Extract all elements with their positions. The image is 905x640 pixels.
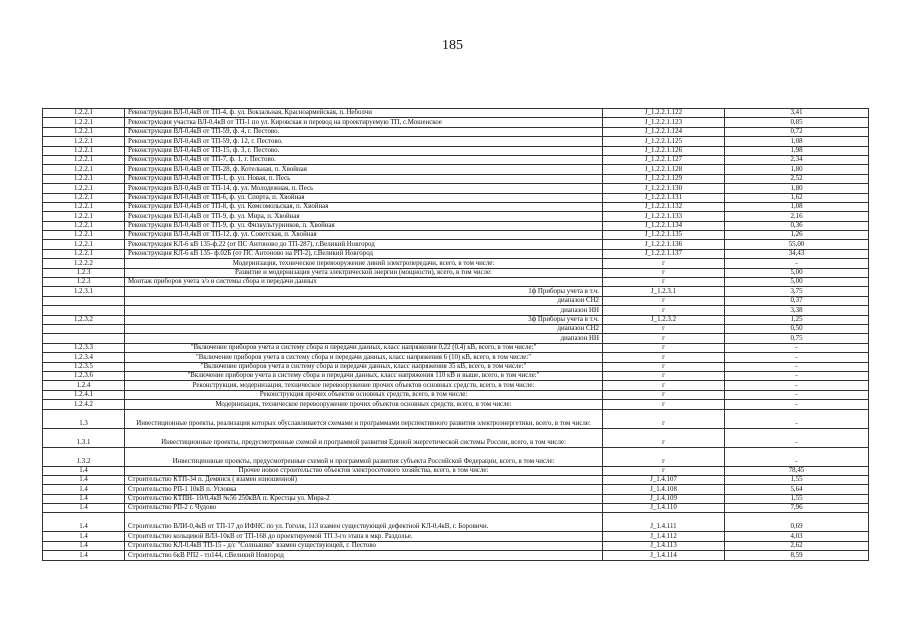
row-name: Реконструкция ВЛ-0,4кВ от ТП-7, ф. 1, г. Пестово. (125, 155, 603, 164)
row-identifier: г (603, 324, 725, 333)
table-row (43, 475, 869, 484)
table-row (43, 306, 869, 315)
table-row (43, 240, 869, 249)
table-row (43, 287, 869, 296)
row-name: диапазон СН2 (125, 296, 603, 305)
row-code (43, 306, 125, 315)
table-row (43, 504, 869, 513)
row-identifier: J_1.2.2.1.131 (603, 193, 725, 202)
row-value: 1,80 (725, 184, 869, 193)
table-row (43, 184, 869, 193)
row-code: 1.2.3 (43, 278, 125, 287)
table-row (43, 315, 869, 324)
row-code: 1.4 (43, 475, 125, 484)
row-code: 1.2.3 (43, 268, 125, 277)
row-identifier: J_1.4.109 (603, 494, 725, 503)
row-value: 0,50 (725, 324, 869, 333)
row-name: Инвестиционные проекты, предусмотренные схемой и программой развития Единой энергетической системы России, всего, в том числе: (125, 428, 603, 447)
row-code: 1.2.2.1 (43, 146, 125, 155)
row-code: 1.2.2.1 (43, 127, 125, 136)
row-name: Реконструкция ВЛ-0,4кВ от ТП-9, ф. ул. Мира, п. Хвойная (125, 212, 603, 221)
row-code: 1.4 (43, 513, 125, 532)
investment-table (42, 108, 869, 561)
row-identifier: г (603, 296, 725, 305)
row-identifier: J_1.4.114 (603, 551, 725, 560)
row-identifier: J_1.2.2.1.132 (603, 202, 725, 211)
row-code: 1.4 (43, 494, 125, 503)
row-value: - (725, 343, 869, 352)
row-value: 55,00 (725, 240, 869, 249)
page-number: 185 (442, 38, 463, 53)
table-row (43, 466, 869, 475)
row-code: 1.2.3.4 (43, 353, 125, 362)
row-code: 1.3.1 (43, 428, 125, 447)
row-name: Строительство КЛ-0,4кВ ТП-15 - д/с "Солнышко" взамен существующей, г. Пестово (125, 541, 603, 550)
row-identifier: J_1.2.2.1.129 (603, 174, 725, 183)
table-row (43, 485, 869, 494)
row-name: Реконструкция КЛ-6 кВ 135-ф.22 (от ПС Антоново до ТП-287), г.Великий Новгород (125, 240, 603, 249)
row-name: Реконструкция ВЛ-0,4кВ от ТП-9, ф. ул. Физкультурников, п. Хвойная (125, 221, 603, 230)
row-code: 1.2.2.1 (43, 212, 125, 221)
row-code: 1.2.2.1 (43, 202, 125, 211)
row-identifier: г (603, 371, 725, 380)
row-identifier: г (603, 306, 725, 315)
row-value: 0,36 (725, 221, 869, 230)
row-code: 1.2.4.1 (43, 390, 125, 399)
row-name: Реконструкция ВЛ-0,4кВ от ТП-1, ф. ул. Новая, п. Песь (125, 174, 603, 183)
row-name: Инвестиционные проекты, предусмотренные схемой и программой развития субъекта Российской Федерации, всего, в том числе: (125, 447, 603, 466)
row-value: 3,38 (725, 306, 869, 315)
table-row (43, 428, 869, 447)
row-name: Реконструкция ВЛ-0,4кВ от ТП-4, ф. ул. Вокзальная, Красноармейская, п. Неболчи (125, 109, 603, 118)
row-value: 3,75 (725, 287, 869, 296)
row-identifier: J_1.2.2.1.136 (603, 240, 725, 249)
row-code: 1.2.2.1 (43, 118, 125, 127)
row-name: "Включение приборов учета в систему сбора и передачи данных, класс напряжения 35 кВ, всего, в том числе:" (125, 362, 603, 371)
row-name: "Включение приборов учета в систему сбора и передачи данных, класс напряжения 110 кВ и выше, всего, в том числе:" (125, 371, 603, 380)
row-name: Модернизация, техническое перевооружение прочих объектов основных средств, всего, в том числе: (125, 400, 603, 409)
row-code: 1.2.2.1 (43, 174, 125, 183)
row-name: Реконструкция ВЛ-0,4кВ от ТП-14, ф. ул. Молодежная, п. Песь (125, 184, 603, 193)
row-name: Реконструкция ВЛ-0,4кВ от ТП-59, ф. 12, г. Пестово. (125, 137, 603, 146)
table-row (43, 541, 869, 550)
row-name: Прочее новое строительство объектов электросетевого хозяйства, всего, в том числе: (125, 466, 603, 475)
row-value: - (725, 381, 869, 390)
row-value: 1,55 (725, 475, 869, 484)
table-row (43, 400, 869, 409)
table-row (43, 381, 869, 390)
table-row (43, 551, 869, 560)
row-value: 1,25 (725, 315, 869, 324)
row-identifier: г (603, 428, 725, 447)
row-code: 1.2.3.3 (43, 343, 125, 352)
row-identifier: J_1.4.107 (603, 475, 725, 484)
row-name: Реконструкция ВЛ-0,4кВ от ТП-28, ф. Котельная, п. Хвойная (125, 165, 603, 174)
table-row (43, 212, 869, 221)
row-identifier: J_1.4.113 (603, 541, 725, 550)
row-code: 1.2.2.1 (43, 231, 125, 240)
row-value: 34,43 (725, 249, 869, 258)
row-value: - (725, 362, 869, 371)
row-code: 1.2.2.1 (43, 184, 125, 193)
row-value: 7,96 (725, 504, 869, 513)
row-identifier: г (603, 334, 725, 343)
row-value: - (725, 353, 869, 362)
row-code: 1.2.2.1 (43, 240, 125, 249)
row-identifier: г (603, 409, 725, 428)
row-identifier: J_1.2.2.1.128 (603, 165, 725, 174)
row-value: 4,03 (725, 532, 869, 541)
table-row (43, 296, 869, 305)
table-row (43, 343, 869, 352)
table-row (43, 193, 869, 202)
table-row (43, 165, 869, 174)
row-identifier: J_1.2.3.1 (603, 287, 725, 296)
row-code (43, 334, 125, 343)
table-row (43, 259, 869, 268)
row-name: Реконструкция КЛ-6 кВ 135- ф.02Б (от ПС Антоново на РП-2), г.Великий Новгород (125, 249, 603, 258)
table-row (43, 137, 869, 146)
row-identifier: J_1.2.2.1.130 (603, 184, 725, 193)
row-identifier: г (603, 278, 725, 287)
row-name: Реконструкция ВЛ-0,4кВ от ТП-6, ф. ул. Спорта, п. Хвойная (125, 193, 603, 202)
row-identifier: J_1.2.2.1.133 (603, 212, 725, 221)
row-name: Монтаж приборов учета э/э и системы сбора и передачи данных (125, 278, 603, 287)
row-code: 1.2.3.2 (43, 315, 125, 324)
row-code: 1.2.4 (43, 381, 125, 390)
row-name: Инвестиционные проекты, реализация которых обуславливается схемами и программами перспективного развития электроэнергетики, всего, в том числе: (125, 409, 603, 428)
row-value: 2,16 (725, 212, 869, 221)
row-identifier: г (603, 381, 725, 390)
row-name: диапазон НН (125, 306, 603, 315)
row-identifier: J_1.2.2.1.126 (603, 146, 725, 155)
row-value: - (725, 400, 869, 409)
row-code: 1.2.3.6 (43, 371, 125, 380)
row-value: 5,64 (725, 485, 869, 494)
row-identifier: г (603, 466, 725, 475)
row-code: 1.2.2.2 (43, 259, 125, 268)
row-code: 1.2.3.5 (43, 362, 125, 371)
row-value: 3,41 (725, 109, 869, 118)
row-code: 1.4 (43, 504, 125, 513)
row-name: Строительство 6кВ РП2 - тп144, г.Великий Новгород (125, 551, 603, 560)
row-value: 5,00 (725, 278, 869, 287)
row-name: Развитие и модернизация учета электрической энергии (мощности), всего, в том числе: (125, 268, 603, 277)
row-identifier: J_1.4.110 (603, 504, 725, 513)
row-value: 0,69 (725, 513, 869, 532)
row-name: Реконструкция, модернизация, техническое перевооружение прочих объектов основных средств, всего, в том числе: (125, 381, 603, 390)
row-identifier: J_1.2.2.1.125 (603, 137, 725, 146)
table-row (43, 109, 869, 118)
row-identifier: г (603, 268, 725, 277)
row-identifier: г (603, 259, 725, 268)
row-value: - (725, 428, 869, 447)
row-code: 1.2.2.1 (43, 193, 125, 202)
row-code: 1.2.2.1 (43, 249, 125, 258)
row-value: - (725, 390, 869, 399)
row-code: 1.3 (43, 409, 125, 428)
row-code: 1.2.2.1 (43, 109, 125, 118)
row-name: Строительство кольцевой ВЛЗ-10кВ от ТП-168 до проектируемой ТП 3-го этапа в мкр. Раздолье. (125, 532, 603, 541)
row-identifier: г (603, 447, 725, 466)
row-name: диапазон СН2 (125, 324, 603, 333)
row-code (43, 296, 125, 305)
row-identifier: J_1.2.2.1.137 (603, 249, 725, 258)
table-row (43, 353, 869, 362)
row-name: Реконструкция ВЛ-0,4кВ от ТП-59, ф. 4, г. Пестово. (125, 127, 603, 136)
row-name: "Включение приборов учета в систему сбора и передачи данных, класс напряжения 6 (10) кВ, всего, в том числе:" (125, 353, 603, 362)
table-row (43, 221, 869, 230)
table-row (43, 532, 869, 541)
row-name: Реконструкция прочих объектов основных средств, всего, в том числе: (125, 390, 603, 399)
row-name: 1ф Приборы учета в т.ч. (125, 287, 603, 296)
row-value: - (725, 371, 869, 380)
row-value: 1,55 (725, 494, 869, 503)
table-row (43, 324, 869, 333)
row-name: диапазон НН (125, 334, 603, 343)
row-identifier: J_1.4.108 (603, 485, 725, 494)
table-row (43, 268, 869, 277)
row-name: Реконструкция участка ВЛ-0,4кВ от ТП-1 по ул. Кировская и перевод на проектируемую ТП, с.Мошенское (125, 118, 603, 127)
table-row (43, 494, 869, 503)
row-code: 1.2.2.1 (43, 155, 125, 164)
table-row (43, 249, 869, 258)
table-row (43, 447, 869, 466)
row-identifier: J_1.2.2.1.135 (603, 231, 725, 240)
row-value: 2,34 (725, 155, 869, 164)
row-code: 1.2.4.2 (43, 400, 125, 409)
row-value: - (725, 409, 869, 428)
row-name: Модернизация, техническое перевооружение линий электропередачи, всего, в том числе: (125, 259, 603, 268)
table-row (43, 127, 869, 136)
row-code: 1.4 (43, 541, 125, 550)
row-value: 1,80 (725, 165, 869, 174)
row-name: Строительство ВЛИ-0,4кВ от ТП-17 до ИФНС по ул. Гоголя, 113 взамен существующей дефектной КЛ-0,4кВ, г. Боровичи. (125, 513, 603, 532)
row-code: 1.4 (43, 466, 125, 475)
row-name: Строительство КТПН- 10/0,4кВ №56 250кВА п. Крестцы ул. Мира-2 (125, 494, 603, 503)
row-code: 1.2.2.1 (43, 137, 125, 146)
table-row (43, 155, 869, 164)
table-row (43, 146, 869, 155)
table-row (43, 371, 869, 380)
row-identifier: г (603, 362, 725, 371)
row-code (43, 324, 125, 333)
row-identifier: J_1.4.112 (603, 532, 725, 541)
row-identifier: г (603, 343, 725, 352)
row-value: 0,72 (725, 127, 869, 136)
row-name: Строительство РП-2 г. Чудово (125, 504, 603, 513)
table-row (43, 278, 869, 287)
row-identifier: J_1.2.3.2 (603, 315, 725, 324)
row-value: 2,52 (725, 174, 869, 183)
row-name: "Включение приборов учета в систему сбора и передачи данных, класс напряжения 0,22 (0,4) кВ, всего, в том числе:" (125, 343, 603, 352)
row-code: 1.2.2.1 (43, 221, 125, 230)
row-value: 1,26 (725, 231, 869, 240)
row-value: 1,98 (725, 146, 869, 155)
row-value: 5,00 (725, 268, 869, 277)
table-row (43, 202, 869, 211)
row-value: 1,08 (725, 137, 869, 146)
row-identifier: J_1.2.2.1.123 (603, 118, 725, 127)
row-value: 1,62 (725, 193, 869, 202)
row-identifier: J_1.2.2.1.127 (603, 155, 725, 164)
row-value: 8,59 (725, 551, 869, 560)
table-row (43, 231, 869, 240)
row-name: Строительство РП-1 10кВ п. Угловка (125, 485, 603, 494)
row-name: Реконструкция ВЛ-0,4кВ от ТП-8, ф. ул. Комсомольская, п. Хвойная (125, 202, 603, 211)
row-code: 1.4 (43, 532, 125, 541)
row-code: 1.3.2 (43, 447, 125, 466)
table-row (43, 513, 869, 532)
row-identifier: J_1.2.2.1.134 (603, 221, 725, 230)
row-value: 1,08 (725, 202, 869, 211)
row-identifier: J_1.2.2.1.124 (603, 127, 725, 136)
row-value: 78,45 (725, 466, 869, 475)
row-value: 0,85 (725, 118, 869, 127)
row-code: 1.2.3.1 (43, 287, 125, 296)
row-name: Строительство КТП-34 п. Демянск ( взамен изношенной) (125, 475, 603, 484)
table-row (43, 409, 869, 428)
row-value: 0,75 (725, 334, 869, 343)
table-row (43, 174, 869, 183)
row-code: 1.2.2.1 (43, 165, 125, 174)
row-identifier: г (603, 353, 725, 362)
row-identifier: J_1.4.111 (603, 513, 725, 532)
table-row (43, 118, 869, 127)
row-code: 1.4 (43, 485, 125, 494)
row-value: - (725, 447, 869, 466)
table-row (43, 334, 869, 343)
row-name: 3ф Приборы учета в т.ч. (125, 315, 603, 324)
row-code: 1.4 (43, 551, 125, 560)
row-name: Реконструкция ВЛ-0,4кВ от ТП-12, ф. ул. Советская, п. Хвойная (125, 231, 603, 240)
investment-table-body (43, 109, 869, 561)
row-value: - (725, 259, 869, 268)
row-value: 2,62 (725, 541, 869, 550)
row-identifier: г (603, 390, 725, 399)
row-value: 0,37 (725, 296, 869, 305)
row-identifier: J_1.2.2.1.122 (603, 109, 725, 118)
table-row (43, 390, 869, 399)
row-identifier: г (603, 400, 725, 409)
row-name: Реконструкция ВЛ-0,4кВ от ТП-15, ф. 3, г. Пестово. (125, 146, 603, 155)
table-row (43, 362, 869, 371)
